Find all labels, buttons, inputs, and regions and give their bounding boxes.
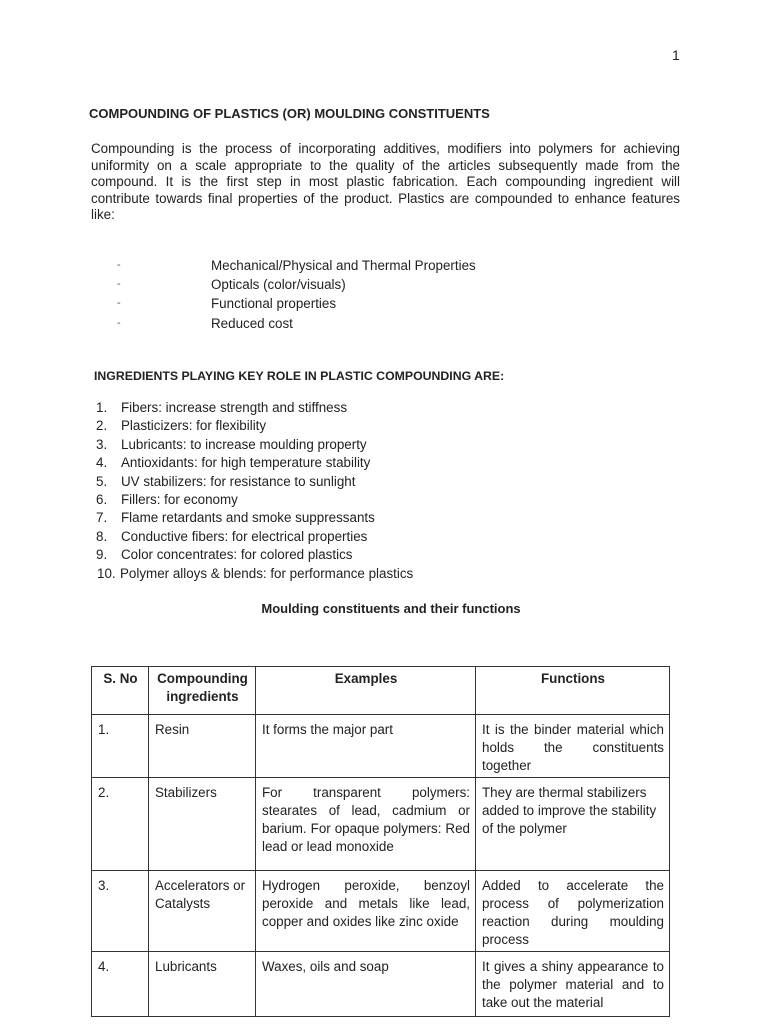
cell-functions [476,952,670,1017]
feature-text: Reduced cost [211,315,293,331]
cell-ingredient: Resin [149,715,256,778]
table-header-row [92,667,670,715]
page-title: COMPOUNDING OF PLASTICS (OR) MOULDING CONSTITUENTS [89,106,490,121]
item-text: Lubricants: to increase moulding property [121,436,367,452]
list-item [0,473,700,491]
bullet-dash-icon: - [117,278,121,291]
constituents-table [91,666,670,1017]
list-item [0,315,700,334]
list-item [0,257,700,276]
bullet-dash-icon: - [117,297,121,310]
item-text: UV stabilizers: for resistance to sunlight [121,473,356,489]
features-list [0,257,700,334]
item-text: Color concentrates: for colored plastics [121,547,353,563]
item-text: Antioxidants: for high temperature stability [121,455,371,471]
list-item [0,528,700,546]
item-number: 7. [96,510,108,526]
item-text: Plasticizers: for flexibility [121,418,267,434]
bullet-dash-icon: - [117,316,121,329]
table-heading: Moulding constituents and their functions [261,601,521,616]
table-row [92,952,670,1017]
header-examples: Examples [256,667,476,715]
bullet-dash-icon: - [117,259,121,271]
ingredients-heading: INGREDIENTS PLAYING KEY ROLE IN PLASTIC COMPOUNDING ARE: [94,369,505,383]
item-number: 4. [96,455,108,471]
item-number: 8. [96,528,108,544]
cell-sno: 2. [92,778,149,871]
cell-examples: Waxes, oils and soap [256,952,476,1017]
intro-paragraph: Compounding is the process of incorporating additives, modifiers into polymers for achieving uniformity on a scale appropriate to the quality of the articles subsequently made from the compound. It is the first step in most plastic fabrication. Each compounding ingredient will contribute towards final properties of the product. Plastics are compounded to enhance features like: [91,141,680,223]
header-ingredients: Compounding ingredients [149,667,256,715]
item-text: Conductive fibers: for electrical properties [121,528,368,544]
page-number: 1 [672,47,680,63]
feature-text: Functional properties [211,296,337,312]
item-number: 5. [96,473,108,489]
cell-examples: It forms the major part [256,715,476,778]
cell-sno: 1. [92,715,149,778]
item-number: 2. [96,418,108,434]
item-number: 9. [96,547,108,563]
feature-text: Mechanical/Physical and Thermal Properties [211,258,476,273]
item-number: 3. [96,436,108,452]
list-item [0,436,700,454]
table-row [92,715,670,778]
table-row [92,871,670,952]
list-item [0,491,700,509]
item-text: Polymer alloys & blends: for performance plastics [120,565,414,581]
cell-functions: Added to accelerate the process of polymerization reaction during moulding process [476,871,670,952]
cell-functions: They are thermal stabilizers added to improve the stability of the polymer [476,778,670,871]
item-number: 6. [96,491,108,507]
item-number: 10. [97,565,116,581]
list-item [0,276,700,295]
header-functions: Functions [476,667,670,715]
table-row [92,778,670,871]
cell-ingredient: Stabilizers [149,778,256,871]
item-text: Fibers: increase strength and stiffness [121,400,348,415]
cell-functions: It is the binder material which holds the constituents together [476,715,670,778]
cell-ingredient: Accelerators or Catalysts [149,871,256,952]
list-item [0,295,700,314]
list-item [0,454,700,472]
list-item [0,509,700,527]
ingredients-list [0,399,700,583]
cell-functions-text: It gives a shiny appearance to the polymer material and to take out the material [482,959,664,1010]
item-text: Flame retardants and smoke suppressants [121,510,375,526]
cell-examples: For transparent polymers: stearates of lead, cadmium or barium. For opaque polymers: Red lead or lead monoxide [256,778,476,871]
cell-sno: 4. [92,952,149,1017]
feature-text: Opticals (color/visuals) [211,277,346,293]
list-item [0,565,700,583]
cell-examples: Hydrogen peroxide, benzoyl peroxide and metals like lead, copper and oxides like zinc oxide [256,871,476,952]
list-item [0,546,700,564]
header-sno: S. No [92,667,149,715]
list-item [0,399,700,417]
item-number: 1. [96,400,108,415]
cell-ingredient: Lubricants [149,952,256,1017]
list-item [0,417,700,435]
item-text: Fillers: for economy [121,491,238,507]
cell-sno: 3. [92,871,149,952]
